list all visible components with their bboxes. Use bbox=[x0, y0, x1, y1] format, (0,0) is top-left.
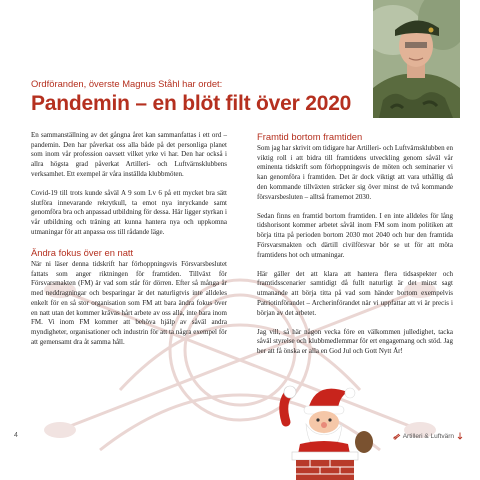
portrait-image bbox=[373, 0, 460, 118]
body-paragraph: Covid-19 till trots kunde såväl A 9 som Lv 6 på ett mycket bra sätt slutföra innevarande rekrytkull, ta emot nya inryckande samt genomföra bra och anpassad utbildning för dessa. Här ligger styrkan i vår utbildning och träning att kunna hantera nya och uppkomna utmaningar för att anpassa oss till rådande läge. bbox=[31, 189, 227, 236]
footer-brand-label: Artilleri & Luftvärn bbox=[402, 432, 454, 440]
santa-chimney-illustration bbox=[270, 382, 380, 480]
cannon-emblem-icon bbox=[393, 432, 401, 440]
author-portrait-photo bbox=[373, 0, 460, 118]
body-paragraph: En sammanställning av det gångna året kan sammanfattas i ett ord – pandemin. Den har påverkat oss alla både på det personliga planet som inom vår profession oavsett vilket yrke vi har. Den har också i allra högsta grad påverkat Artilleri- och Luftvärnsklubbens verksamhet. Ett exempel är våra inställda klubbmöten. bbox=[31, 131, 227, 178]
body-paragraph: Sedan finns en framtid bortom framtiden. I en inte alldeles för lång tidshorisont kommer arbetet såväl inom FM som inom politiken att börja titta på perioden bortom 2030 mot 2040 och hur den framtida Försvarsmakten och därtill civilförsvar bör se ut för att möta framtidens hot och utmaningar. bbox=[257, 211, 453, 259]
body-paragraph: Här gäller det att klara att hantera flera tidsaspekter och framtidsscenarier samtidigt då fullt naturligt är det minst sagt utmanande att börja titta på vad som händer bortom exempelvis Patriotinförandet – Archerinförandet när vi uppfattar att vi är precis i början av det arbetet. bbox=[257, 269, 453, 317]
article-headline: Pandemin – en blöt filt över 2020 bbox=[31, 92, 352, 115]
left-column bbox=[31, 131, 227, 357]
footer-brand bbox=[393, 432, 464, 440]
body-paragraph: När ni läser denna tidskrift har förhoppningsvis Försvarsbeslutet fattats som anger riktningen för framtiden. Tillväxt för Försvarsmakten (FM) är vad som står för dörren. Efter så många år med neddragningar och besparingar är det naturligtvis inte alldeles enkelt för en så stor organisation som FM att bara ändra fokus över en natt utan det kommer krävas hårt arbete av oss alla, inte bara inom FM. Vi inom FM kommer att behöva hjälp av såväl andra myndigheter, organisationer och industrin för att ta några exempel för att gemensamt dra åt samma håll. bbox=[31, 260, 227, 346]
section-subhead: Ändra fokus över en natt bbox=[31, 247, 134, 259]
missile-emblem-icon bbox=[456, 432, 464, 440]
section-subhead: Framtid bortom framtiden bbox=[257, 131, 363, 142]
body-paragraph: Som jag har skrivit om tidigare har Artilleri- och Luftvärnsklubben en viktig roll i att bidra till framtidens utveckling genom såväl vår eminenta tidskrift som förhoppningsvis de möten och seminarier vi kan genomföra i framtiden. Det är dock viktigt att vara uthållig då den kommande tillväxten sträcker sig över minst de två kommande försvarsbesluten – alltså framemot 2030. bbox=[257, 144, 453, 201]
page-number: 4 bbox=[14, 432, 18, 439]
right-column bbox=[257, 131, 453, 366]
body-paragraph: Jag vill, så här någon vecka före en välkommen julledighet, tacka såväl styrelse och klubbmedlemmar för ert engagemang och stöd. Jag ber att få önska er alla en God Jul och Gott Nytt År! bbox=[257, 327, 453, 356]
author-kicker: Ordföranden, överste Magnus Ståhl har ordet: bbox=[31, 78, 223, 89]
